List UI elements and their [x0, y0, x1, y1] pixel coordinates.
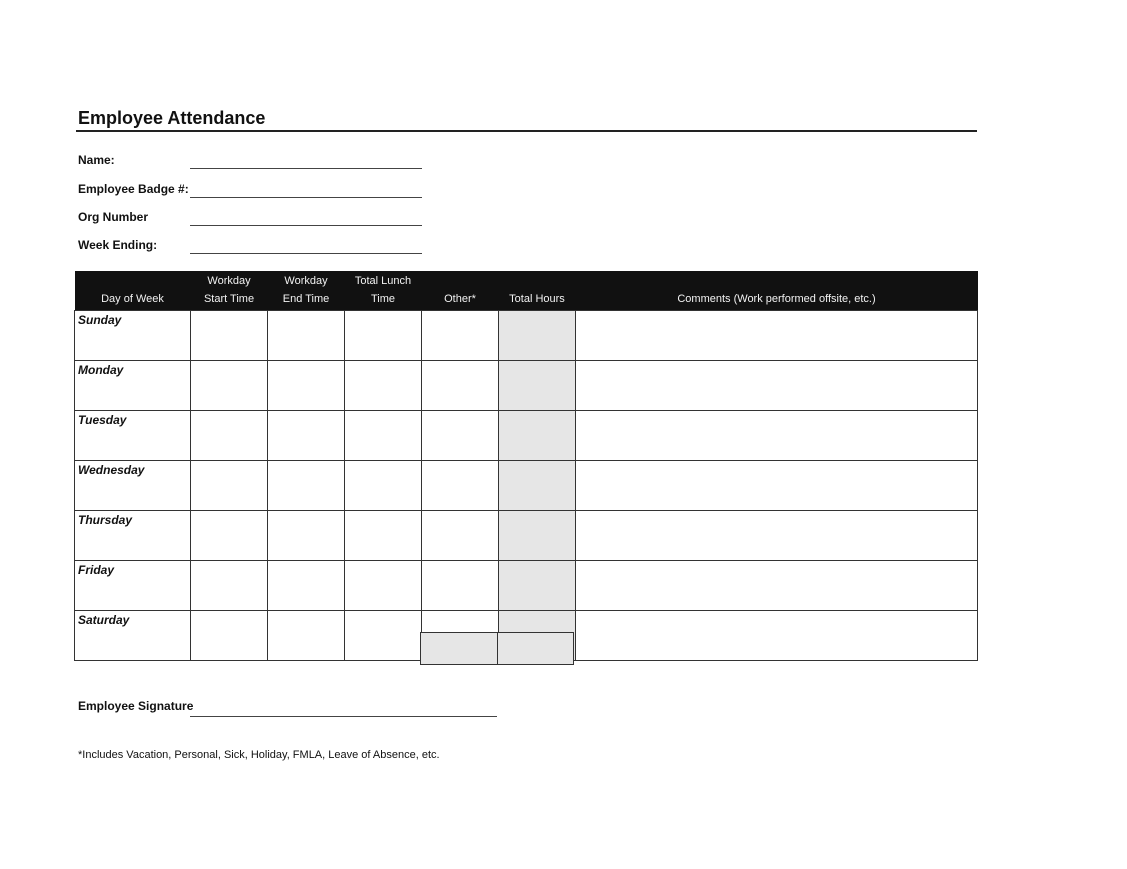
lunch-time-cell[interactable] — [345, 411, 422, 461]
day-label-wednesday: Wednesday — [75, 461, 191, 511]
lunch-time-cell[interactable] — [345, 511, 422, 561]
column-header-total-hours: Total Hours — [499, 271, 576, 311]
column-header-other: Other* — [422, 271, 499, 311]
table-row — [75, 461, 978, 511]
other-cell[interactable] — [422, 361, 499, 411]
end-time-cell[interactable] — [268, 561, 345, 611]
day-label-tuesday: Tuesday — [75, 411, 191, 461]
other-total-cell[interactable] — [420, 632, 498, 665]
name-field[interactable] — [190, 168, 422, 169]
start-time-cell[interactable] — [191, 611, 268, 661]
comments-cell[interactable] — [576, 461, 978, 511]
column-header-lunch-time: Total Lunch Time — [345, 271, 422, 311]
column-header-day: Day of Week — [75, 271, 191, 311]
total-hours-cell[interactable] — [499, 411, 576, 461]
column-header-end-time: Workday End Time — [268, 271, 345, 311]
start-time-cell[interactable] — [191, 461, 268, 511]
table-header-row — [75, 271, 978, 311]
table-row — [75, 361, 978, 411]
total-hours-cell[interactable] — [499, 361, 576, 411]
lunch-time-cell[interactable] — [345, 361, 422, 411]
day-label-monday: Monday — [75, 361, 191, 411]
other-cell[interactable] — [422, 561, 499, 611]
form-title: Employee Attendance — [78, 108, 266, 128]
footnote: *Includes Vacation, Personal, Sick, Holiday, FMLA, Leave of Absence, etc. — [78, 749, 440, 761]
day-label-friday: Friday — [75, 561, 191, 611]
end-time-cell[interactable] — [268, 461, 345, 511]
other-cell[interactable] — [422, 461, 499, 511]
week-ending-label: Week Ending: — [78, 238, 158, 252]
signature-label: Employee Signature — [78, 699, 194, 713]
end-time-cell[interactable] — [268, 311, 345, 361]
lunch-time-cell[interactable] — [345, 611, 422, 661]
other-cell[interactable] — [422, 311, 499, 361]
comments-cell[interactable] — [576, 411, 978, 461]
table-row — [75, 561, 978, 611]
start-time-cell[interactable] — [191, 511, 268, 561]
total-hours-cell[interactable] — [499, 461, 576, 511]
name-label: Name: — [78, 153, 115, 167]
other-cell[interactable] — [422, 411, 499, 461]
table-row — [75, 511, 978, 561]
comments-cell[interactable] — [576, 561, 978, 611]
badge-field[interactable] — [190, 197, 422, 198]
start-time-cell[interactable] — [191, 411, 268, 461]
day-label-sunday: Sunday — [75, 311, 191, 361]
attendance-table — [74, 271, 978, 661]
start-time-cell[interactable] — [191, 311, 268, 361]
total-hours-cell[interactable] — [499, 311, 576, 361]
column-header-comments: Comments (Work performed offsite, etc.) — [576, 271, 978, 311]
comments-cell[interactable] — [576, 611, 978, 661]
column-header-start-time: Workday Start Time — [191, 271, 268, 311]
end-time-cell[interactable] — [268, 361, 345, 411]
end-time-cell[interactable] — [268, 611, 345, 661]
comments-cell[interactable] — [576, 361, 978, 411]
lunch-time-cell[interactable] — [345, 461, 422, 511]
day-label-saturday: Saturday — [75, 611, 191, 661]
title-divider — [76, 130, 977, 132]
lunch-time-cell[interactable] — [345, 561, 422, 611]
lunch-time-cell[interactable] — [345, 311, 422, 361]
badge-label: Employee Badge #: — [78, 182, 189, 196]
table-row — [75, 411, 978, 461]
end-time-cell[interactable] — [268, 511, 345, 561]
table-row — [75, 311, 978, 361]
org-number-field[interactable] — [190, 225, 422, 226]
comments-cell[interactable] — [576, 511, 978, 561]
day-label-thursday: Thursday — [75, 511, 191, 561]
comments-cell[interactable] — [576, 311, 978, 361]
signature-field[interactable] — [190, 716, 497, 717]
total-hours-cell[interactable] — [499, 561, 576, 611]
end-time-cell[interactable] — [268, 411, 345, 461]
start-time-cell[interactable] — [191, 361, 268, 411]
week-ending-field[interactable] — [190, 253, 422, 254]
org-number-label: Org Number — [78, 210, 149, 224]
total-hours-cell[interactable] — [499, 511, 576, 561]
other-cell[interactable] — [422, 511, 499, 561]
total-hours-sum-cell[interactable] — [497, 632, 574, 665]
start-time-cell[interactable] — [191, 561, 268, 611]
